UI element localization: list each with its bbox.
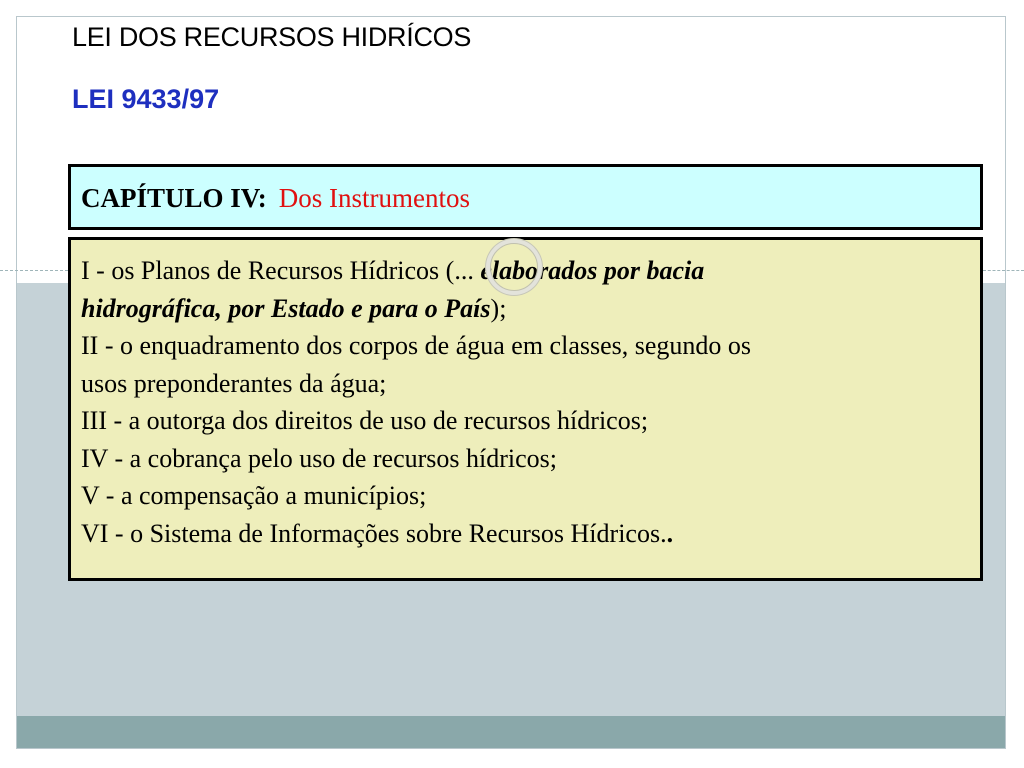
dashed-divider-left [0,270,68,271]
list-item-1-emphasis: elaborados por bacia [480,256,705,285]
chapter-label: CAPÍTULO IV: [81,183,267,213]
list-item-2: II - o enquadramento dos corpos de água em classes, segundo os [81,331,752,360]
list-item-3: III - a outorga dos direitos de uso de recursos hídricos; [81,406,649,435]
slide-title: LEI DOS RECURSOS HIDRÍCOS [72,22,472,52]
list-item-2-continued: usos preponderantes da água; [81,368,387,398]
chapter-box [68,164,983,230]
instruments-list-box [68,237,983,581]
footer-band [17,716,1005,748]
list-item-1-emphasis-continued: hidrográfica, por Estado e para o País [81,293,491,323]
list-item-1-closing: ); [490,293,507,323]
list-item-1-text: I - os Planos de Recursos Hídricos (... [81,256,481,285]
list-item-5: V - a compensação a municípios; [81,481,427,510]
chapter-title: Dos Instrumentos [278,183,471,213]
list-item-4: IV - a cobrança pelo uso de recursos hídricos; [81,443,558,473]
list-item-6 [81,515,970,553]
list-item-6-period: . [666,518,674,548]
list-item-6-text: VI - o Sistema de Informações sobre Recursos Hídricos. [81,518,667,548]
dashed-divider-right [983,270,1024,271]
decorative-circle-icon [490,243,538,291]
slide-subtitle: LEI 9433/97 [72,84,220,114]
list-item-1-continued [81,290,970,328]
